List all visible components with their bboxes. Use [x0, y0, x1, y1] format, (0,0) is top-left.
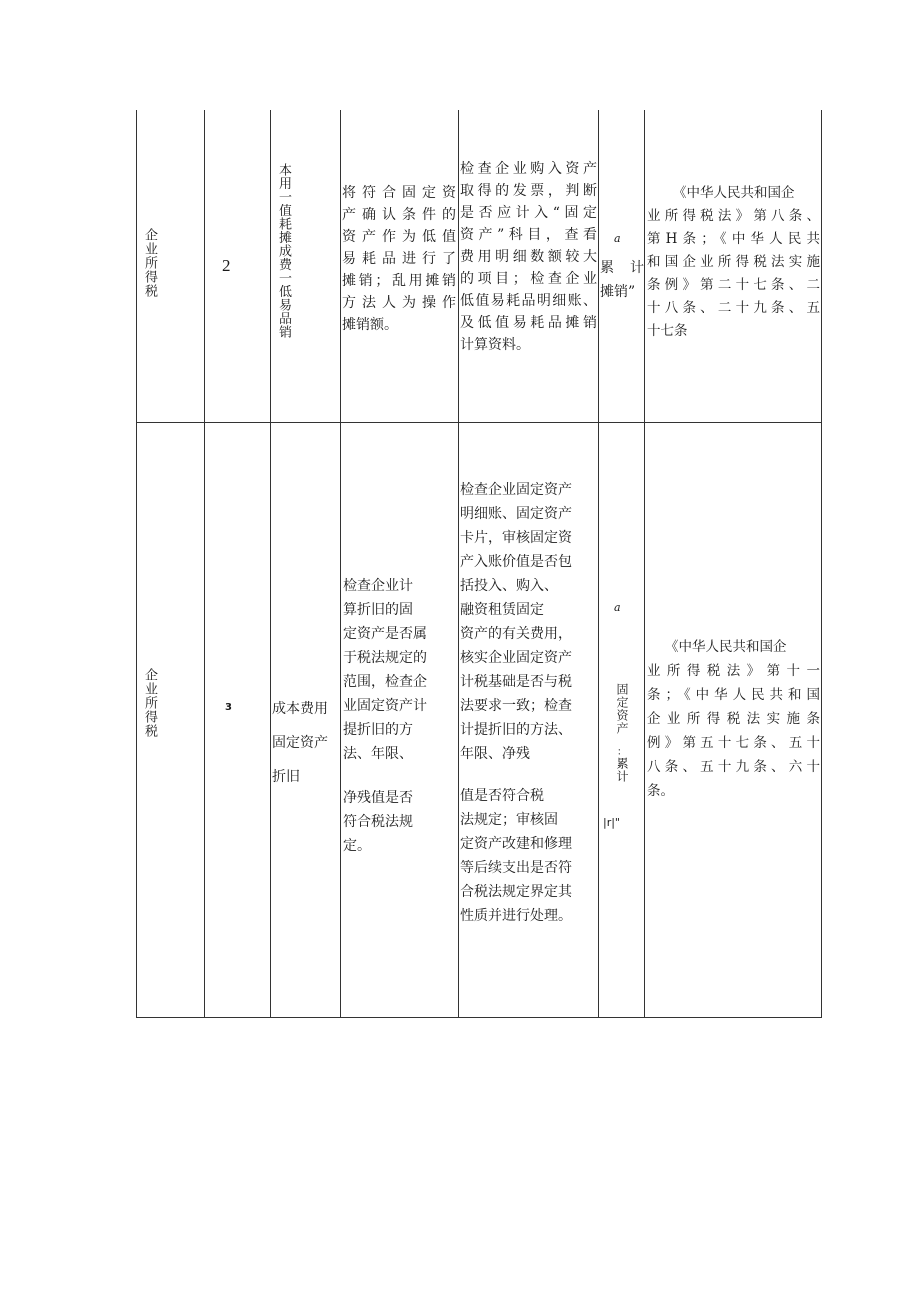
text-line: 十七条 [647, 323, 688, 339]
text-line: 核实企业固定资产 [460, 650, 572, 666]
row2-number: 3 [225, 702, 232, 713]
table-border-right [821, 110, 822, 1018]
text-line: 《中华人民共和国企 [665, 639, 787, 655]
text-line: 值是否符合税 [460, 788, 544, 804]
text-line: 于税法规定的 [343, 650, 427, 666]
row2-account-colon: ： [617, 747, 627, 758]
text-line: 及低值易耗品摊销 [460, 315, 597, 331]
text-line: 卡片，审核固定资 [460, 530, 572, 546]
text-line: 条例》第二十七条、二 [647, 277, 820, 293]
text-line: 计税基础是否与税 [460, 674, 572, 690]
table-border-left [136, 110, 137, 1018]
row2-account-part1: 固定资产 [615, 683, 629, 735]
text-line: 八条、五十九条、六十 [647, 759, 820, 775]
text-line: 明细账、固定资产 [460, 506, 572, 522]
text-line: 检查企业固定资产 [460, 482, 572, 498]
table-col-divider-5 [598, 110, 599, 1018]
table-col-divider-4 [458, 110, 459, 1018]
text-line: 折旧 [272, 769, 300, 785]
table-col-divider-6 [644, 110, 645, 1018]
text-line: 成本费用 [272, 701, 328, 717]
text-line: 符合税法规 [343, 814, 413, 830]
row-divider [136, 422, 822, 423]
text-line: 条；《中华人民共和国 [647, 687, 820, 703]
text-line: 产入账价值是否包 [460, 554, 572, 570]
text-line: 《中华人民共和国企 [673, 185, 795, 201]
text-line: 法规定；审核固 [460, 812, 558, 828]
text-line: 业所得税法》第八条、 [647, 208, 820, 224]
text-line: 摊销；乱用摊销 [342, 273, 456, 289]
text-line: 低值易耗品明细账、 [460, 293, 597, 309]
text-line: 年限、净残 [460, 746, 530, 762]
text-line: 资产的有关费用， [460, 626, 572, 642]
text-line: 易耗品进行了 [342, 251, 456, 267]
text-line: 业所得税法》第十一 [647, 663, 820, 679]
row2-account-mark: a [614, 601, 621, 614]
row1-legal-basis [647, 182, 820, 343]
text-line: 性质并进行处理。 [460, 908, 572, 924]
text-line: 等后续支出是否符 [460, 860, 572, 876]
text-line: 定资产是否属 [343, 626, 427, 642]
text-line: 法要求一致；检查 [460, 698, 572, 714]
text-line: 括投入、购入、 [460, 578, 558, 594]
text-line: 第H条；《中华人民共 [647, 231, 820, 247]
table-border-bottom [136, 1017, 822, 1018]
row1-account-mark: a [614, 232, 621, 245]
text-line: 费用明细数额较大 [460, 249, 597, 265]
row2-check-method [460, 478, 598, 928]
row1-account [600, 256, 644, 304]
text-line: 业固定资产计 [343, 698, 427, 714]
text-line: 净残值是否 [343, 790, 413, 806]
row2-legal-basis [647, 635, 820, 803]
text-line: 和国企业所得税法实施 [647, 254, 820, 270]
text-line: 产确认条件的 [342, 207, 456, 223]
table-col-divider-3 [340, 110, 341, 1018]
text-line: 检查企业计 [343, 578, 413, 594]
row1-item: 本用一值耗摊成费一低易品销 [276, 163, 291, 339]
text-line: 合税法规定界定其 [460, 884, 572, 900]
text-line: 十八条、二十九条、五 [647, 300, 820, 316]
row1-check-method [460, 158, 597, 356]
row1-risk-text [342, 182, 456, 336]
text-line: 定资产改建和修理 [460, 836, 572, 852]
text-line: 算折旧的固 [343, 602, 413, 618]
row2-tax-type: 企业所得税 [142, 668, 157, 738]
table-col-divider-1 [204, 110, 205, 1018]
table-col-divider-2 [270, 110, 271, 1018]
row2-risk-text [343, 574, 458, 858]
text-line: 定。 [343, 838, 371, 854]
text-line: 计提折旧的方法、 [460, 722, 572, 738]
text-line: 将符合固定资 [342, 185, 456, 201]
text-line: 范围，检查企 [343, 674, 427, 690]
text-line: 摊销额。 [342, 317, 398, 333]
text-line: 累 计 [600, 260, 644, 276]
text-line: 检查企业购入资产 [460, 161, 597, 177]
text-line: 企业所得税法实施条 [647, 711, 820, 727]
row1-number: 2 [222, 256, 231, 275]
text-line: 固定资产 [272, 735, 328, 751]
text-line: 的项目；检查企业 [460, 271, 597, 287]
row2-account-tail: |r|" [603, 816, 620, 829]
text-line: 取得的发票，判断 [460, 183, 597, 199]
text-line: 资产作为低值 [342, 229, 456, 245]
text-line: 提折旧的方 [343, 722, 413, 738]
text-line: 法、年限、 [343, 746, 413, 762]
text-line: 摊销” [600, 284, 636, 300]
row2-item [272, 692, 342, 794]
text-line: 是否应计入“固定 [460, 205, 597, 221]
text-line: 融资租赁固定 [460, 602, 544, 618]
text-line: 资产”科目，查看 [460, 227, 597, 243]
text-line: 计算资料。 [460, 337, 530, 353]
row2-account-part2: 累计 [615, 757, 629, 783]
text-line: 例》第五十七条、五十 [647, 735, 820, 751]
row1-tax-type: 企业所得税 [142, 228, 157, 298]
text-line: 方法人为操作 [342, 295, 456, 311]
text-line: 条。 [647, 783, 674, 799]
